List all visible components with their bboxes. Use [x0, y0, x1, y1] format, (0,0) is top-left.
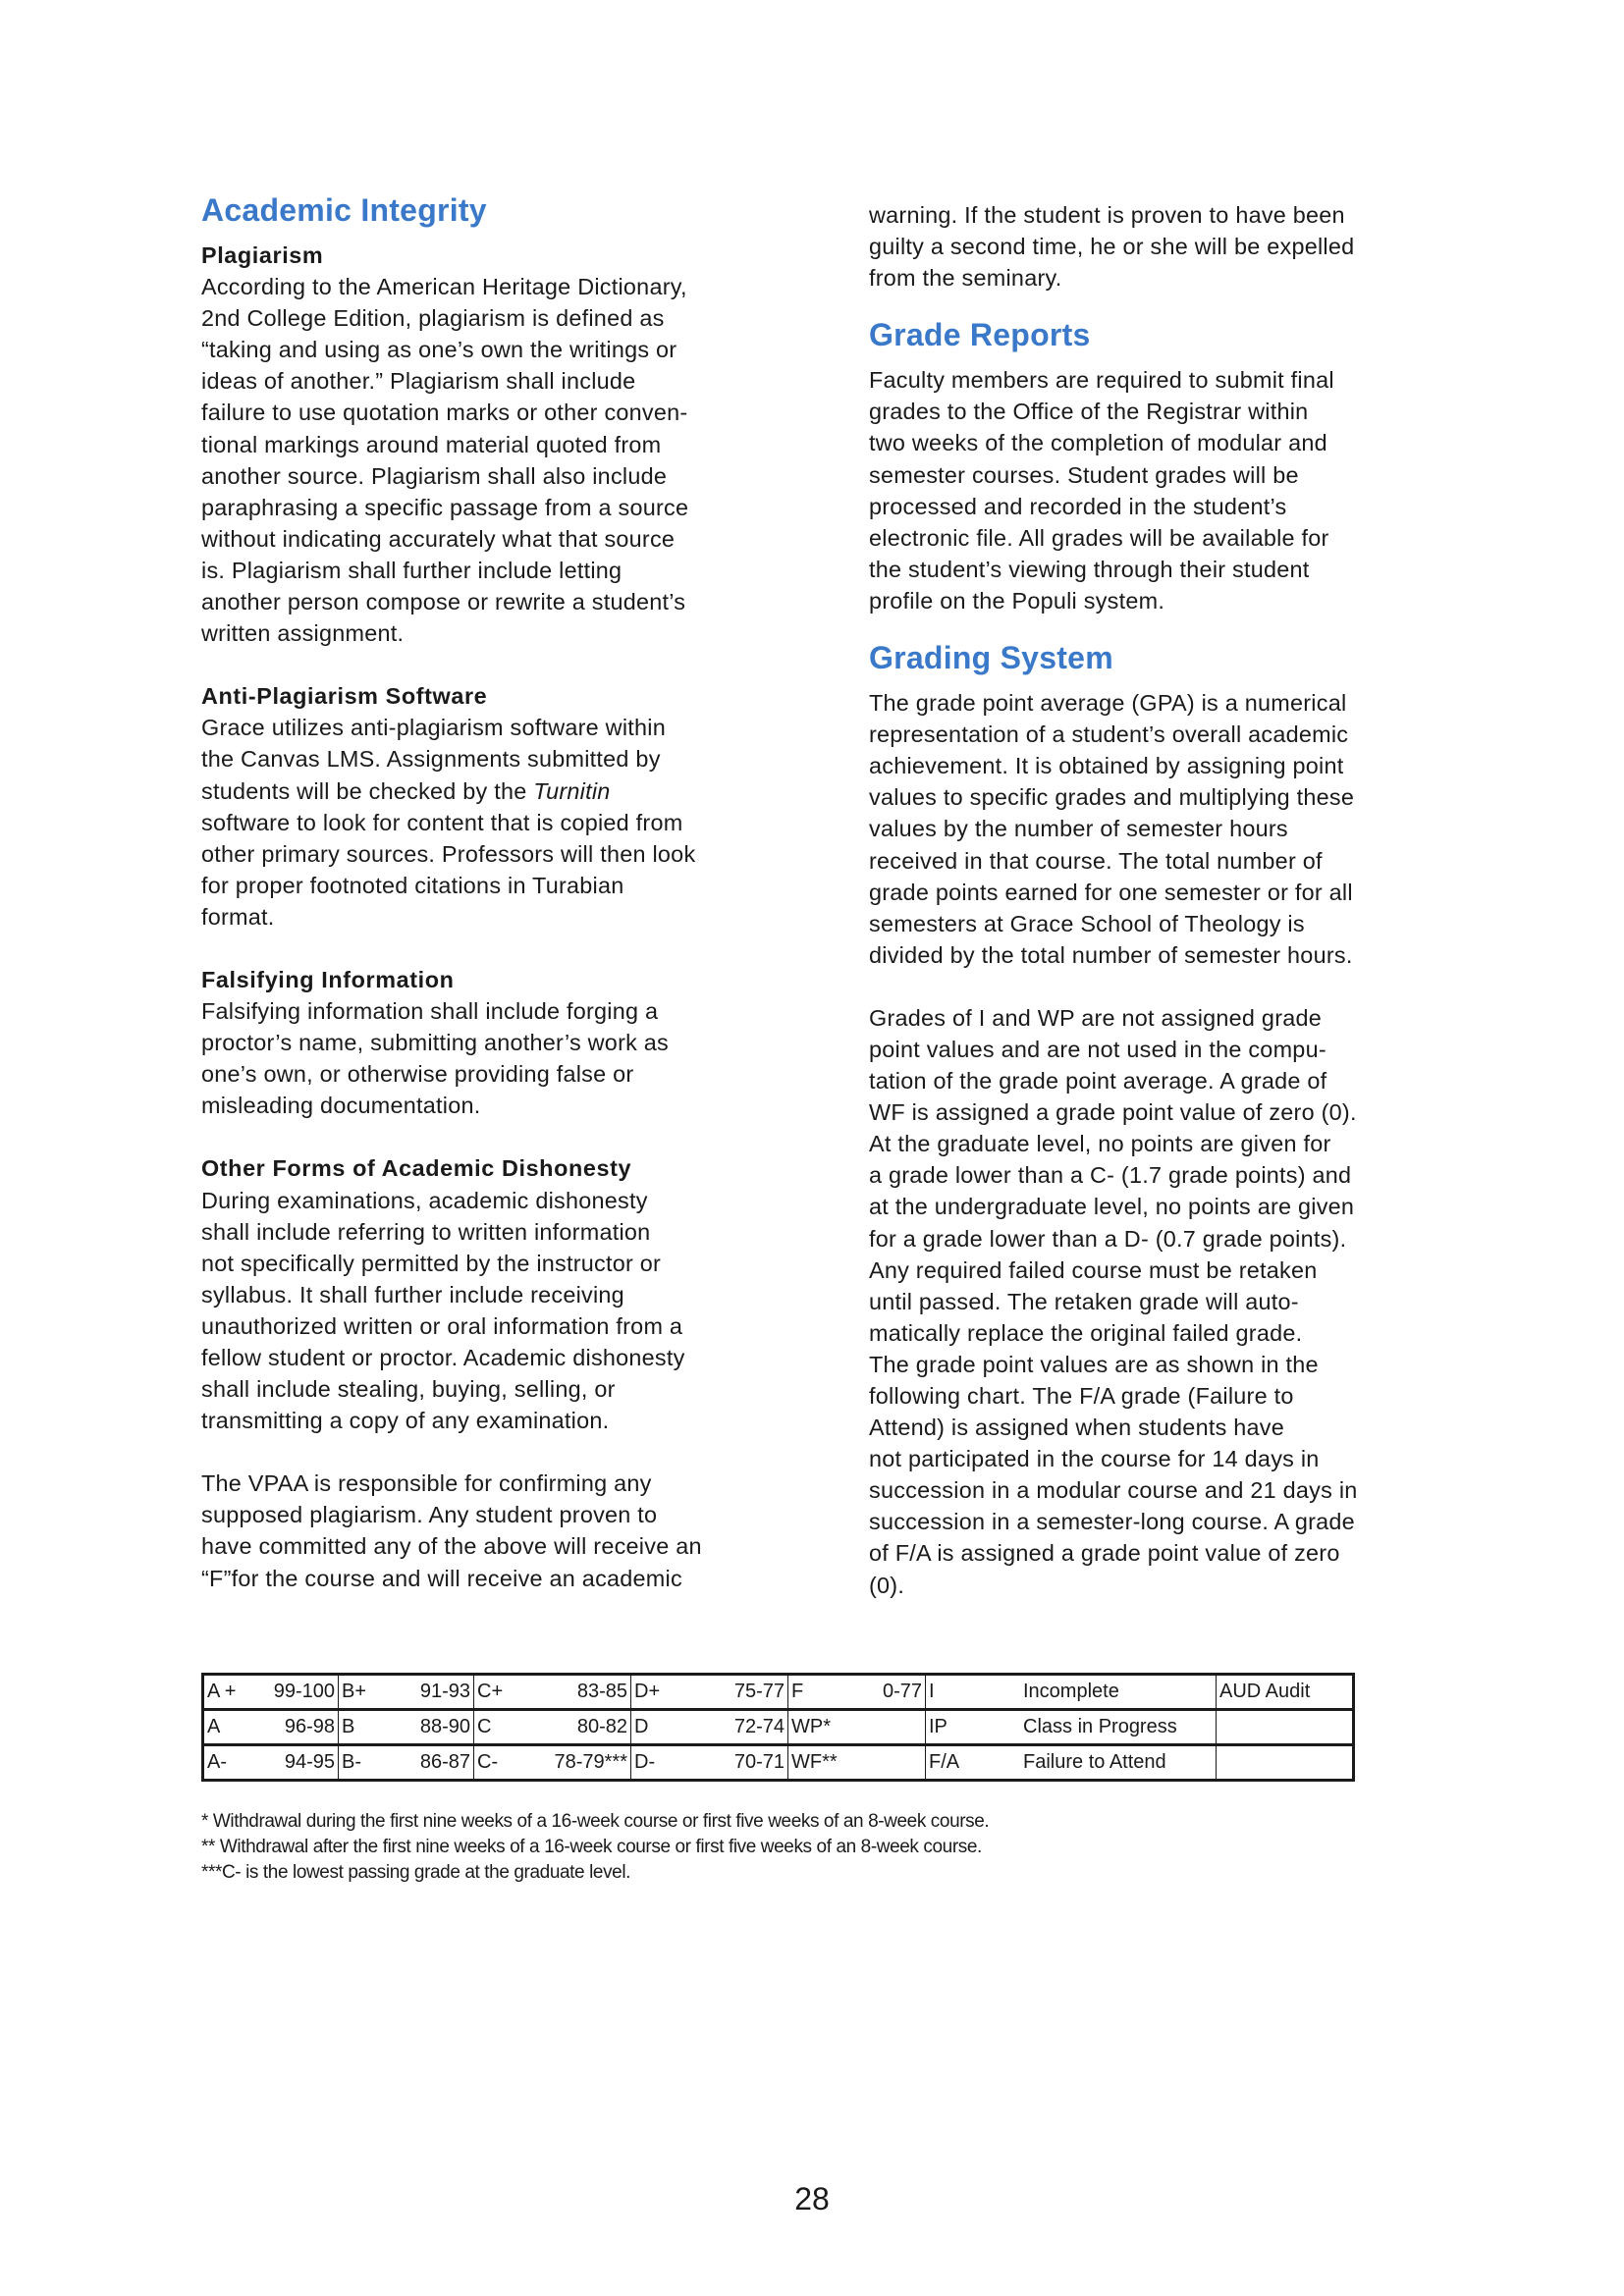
- grade-letter: B+: [342, 1681, 367, 1702]
- grade-cell: [631, 1675, 788, 1710]
- grade-cell: [631, 1745, 788, 1781]
- grade-scale-table: [201, 1673, 1355, 1782]
- paragraph-anti-plagiarism-software: [201, 712, 781, 933]
- grade-range: 83-85: [576, 1681, 627, 1702]
- grade-cell: [203, 1745, 339, 1781]
- right-column: [869, 199, 1448, 1601]
- software-text-after: software to look for content that is copied from other primary sources. Professors will then look for proper footnoted citations in Turabian format.: [201, 809, 696, 930]
- grade-range: 86-87: [419, 1751, 470, 1773]
- grade-letter: D: [634, 1716, 649, 1737]
- grade-range: 94-95: [284, 1751, 335, 1773]
- grade-description: Class in Progress: [1023, 1716, 1177, 1737]
- grade-cell: [203, 1675, 339, 1710]
- grade-range: 72-74: [733, 1716, 785, 1737]
- grade-letter: D+: [634, 1681, 661, 1702]
- grade-description-cell: [926, 1710, 1217, 1745]
- grade-code: F/A: [929, 1751, 960, 1773]
- grade-extra-cell: [1217, 1710, 1354, 1745]
- grade-letter: C-: [477, 1751, 499, 1773]
- grade-description-cell: [926, 1675, 1217, 1710]
- grade-letter: B: [342, 1716, 355, 1737]
- grade-description: Incomplete: [1023, 1681, 1119, 1702]
- grade-cell: [631, 1710, 788, 1745]
- footnotes: [201, 1809, 989, 1886]
- grade-cell: [339, 1745, 474, 1781]
- grade-letter: A: [207, 1716, 221, 1737]
- grade-letter: B-: [342, 1751, 361, 1773]
- section-title-academic-integrity: Academic Integrity: [201, 192, 487, 228]
- grade-extra-cell: [1217, 1745, 1354, 1781]
- subheading-falsifying-information: Falsifying Information: [201, 966, 455, 992]
- grade-range: 78-79***: [554, 1751, 627, 1773]
- section-title-grade-reports: Grade Reports: [869, 317, 1091, 353]
- paragraph-gpa: The grade point average (GPA) is a numerical representation of a student’s overall academic achievement. It is obtained by assigning point values to specific grades and multiplying these values by the number of semester hours received in that course. The total number of grade points earned for one semester or for all semesters at Grace School of Theology is divided by the total number of semester hours.: [869, 690, 1355, 968]
- section-title-grading-system: Grading System: [869, 640, 1113, 676]
- paragraph-continuation: warning. If the student is proven to have been guilty a second time, he or she will be expelled from the seminary.: [869, 202, 1355, 292]
- grade-range: 0-77: [882, 1681, 922, 1702]
- table-row: [203, 1745, 1354, 1781]
- table-row: [203, 1675, 1354, 1710]
- grade-code: I: [929, 1681, 935, 1702]
- grade-cell: [788, 1675, 926, 1710]
- grade-cell: [474, 1675, 631, 1710]
- grade-range: 91-93: [419, 1681, 470, 1702]
- left-column: [201, 188, 781, 1594]
- grade-cell: [203, 1710, 339, 1745]
- subheading-other-forms: Other Forms of Academic Dishonesty: [201, 1155, 632, 1182]
- grade-cell: [474, 1710, 631, 1745]
- grade-extra-cell: AUD Audit: [1217, 1675, 1354, 1710]
- grade-range: 99-100: [273, 1681, 335, 1702]
- grade-cell: [788, 1745, 926, 1781]
- grade-letter: A +: [207, 1681, 237, 1702]
- grade-range: 75-77: [733, 1681, 785, 1702]
- grade-letter: C+: [477, 1681, 504, 1702]
- paragraph-vpaa: The VPAA is responsible for confirming any supposed plagiarism. Any student proven to have committed any of the above will receive an “F”for the course and will receive an academic: [201, 1470, 702, 1591]
- subheading-anti-plagiarism-software: Anti-Plagiarism Software: [201, 683, 488, 710]
- paragraph-grade-reports: Faculty members are required to submit final grades to the Office of the Registrar within two weeks of the completion of modular and semester courses. Student grades will be processed and recorded in the student’s electronic file. All grades will be available for the student’s viewing through their student profile on the Populi system.: [869, 367, 1334, 614]
- paragraph-grade-rules: Grades of I and WP are not assigned grade point values and are not used in the compu- tation of the grade point average. A grade of WF is assigned a grade point value of zero (0). At the graduate level, no points are given for a grade lower than a C- (1.7 grade points) and at the undergraduate level, no points are given for a grade lower than a D- (0.7 grade points). Any required failed course must be retaken until passed. The retaken grade will auto- matically replace the original failed grade. The grade point values are as shown in the following chart. The F/A grade (Failure to Attend) is assigned when students have not participated in the course for 14 days in succession in a modular course and 21 days in succession in a semester-long course. A grade of F/A is assigned a grade point value of zero (0).: [869, 1004, 1358, 1598]
- software-text-before: Grace utilizes anti-plagiarism software within the Canvas LMS. Assignments submitted by students will be checked by the: [201, 715, 666, 804]
- grade-description: Failure to Attend: [1023, 1751, 1166, 1773]
- grade-letter: C: [477, 1716, 492, 1737]
- grade-cell: [788, 1710, 926, 1745]
- grade-cell: [474, 1745, 631, 1781]
- grade-letter: F: [791, 1681, 804, 1702]
- grade-range: 96-98: [284, 1716, 335, 1737]
- grade-cell: [339, 1675, 474, 1710]
- grade-cell: [339, 1710, 474, 1745]
- grade-letter: WP*: [791, 1716, 831, 1737]
- subheading-plagiarism: Plagiarism: [201, 242, 324, 268]
- grade-range: 70-71: [733, 1751, 785, 1773]
- grade-letter: A-: [207, 1751, 227, 1773]
- footnote-1: * Withdrawal during the first nine weeks of a 16-week course or first five weeks of an 8-week course.: [201, 1811, 990, 1832]
- footnote-2: ** Withdrawal after the first nine weeks of a 16-week course or first five weeks of an 8-week course.: [201, 1837, 982, 1857]
- paragraph-falsifying-information: Falsifying information shall include forging a proctor’s name, submitting another’s work as one’s own, or otherwise providing false or misleading documentation.: [201, 998, 670, 1119]
- software-name-italic: Turnitin: [533, 777, 611, 804]
- table-row: [203, 1710, 1354, 1745]
- grade-range: 80-82: [576, 1716, 627, 1737]
- footnote-3: ***C- is the lowest passing grade at the graduate level.: [201, 1862, 631, 1883]
- grade-letter: D-: [634, 1751, 656, 1773]
- page-number: 28: [794, 2181, 830, 2216]
- grade-range: 88-90: [419, 1716, 470, 1737]
- paragraph-plagiarism: According to the American Heritage Dictionary, 2nd College Edition, plagiarism is defined as “taking and using as one’s own the writings or ideas of another.” Plagiarism shall include failure to use quotation marks or other conven- tional markings around material quoted from another source. Plagiarism shall also include paraphrasing a specific passage from a source without indicating accurately what that source is. Plagiarism shall further include letting another person compose or rewrite a student’s written assignment.: [201, 274, 689, 647]
- grade-description-cell: [926, 1745, 1217, 1781]
- grade-code: IP: [929, 1716, 947, 1737]
- grade-letter: WF**: [791, 1751, 838, 1773]
- paragraph-other-forms: During examinations, academic dishonesty shall include referring to written information not specifically permitted by the instructor or syllabus. It shall further include receiving unauthorized written or oral information from a fellow student or proctor. Academic dishonesty shall include stealing, buying, selling, or transmitting a copy of any examination.: [201, 1187, 685, 1434]
